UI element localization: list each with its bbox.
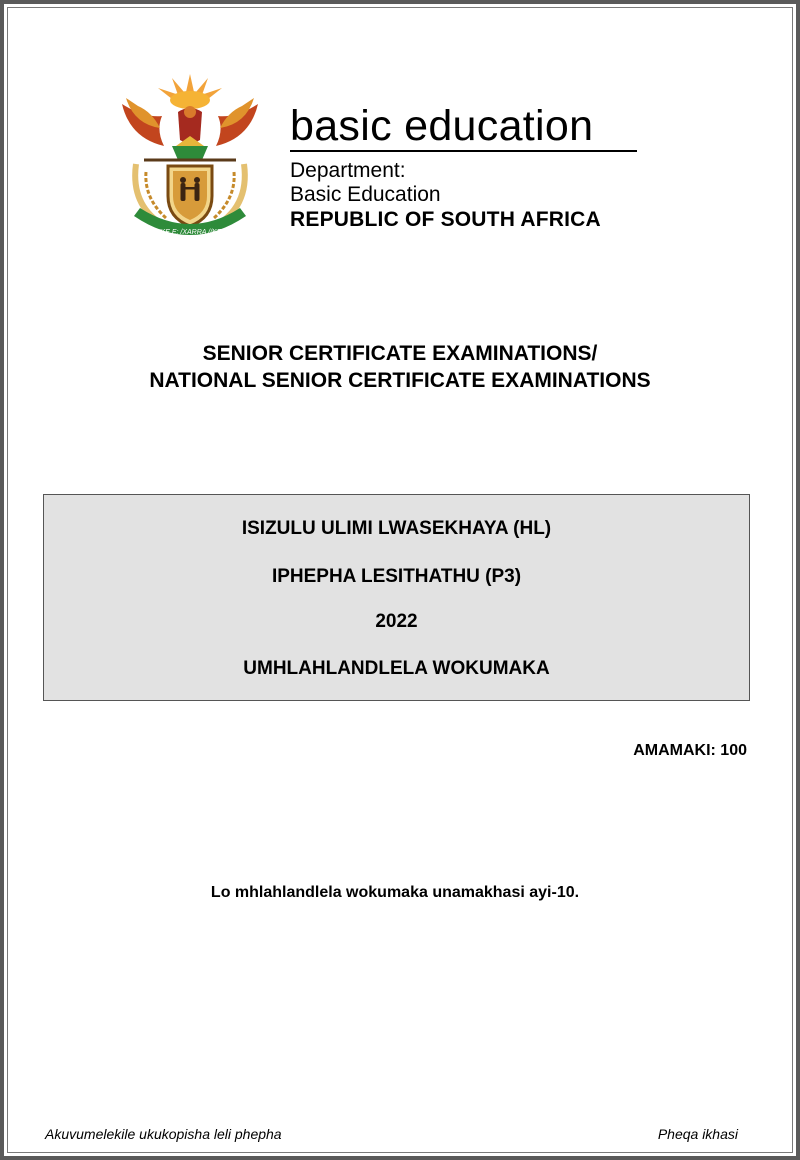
copyright-notice: Akuvumelekile ukukopisha leli phepha <box>45 1126 282 1142</box>
motto-text: !KE E: /XARRA //KE <box>158 229 222 236</box>
document-type: UMHLAHLANDLELA WOKUMAKA <box>243 658 550 679</box>
exam-title-line1: SENIOR CERTIFICATE EXAMINATIONS/ <box>202 342 598 365</box>
coat-of-arms-logo <box>116 68 264 244</box>
subject-name: ISIZULU ULIMI LWASEKHAYA (HL) <box>241 518 552 539</box>
exam-info-box <box>43 494 750 701</box>
department-name: Basic Education <box>290 183 441 206</box>
country-name: REPUBLIC OF SOUTH AFRICA <box>290 208 601 231</box>
exam-year: 2022 <box>375 611 418 632</box>
paper-number: IPHEPHA LESITHATHU (P3) <box>271 566 522 587</box>
page-count-note: Lo mhlahlandlela wokumaka unamakhasi ayi-10. <box>210 884 580 901</box>
turn-page-note: Pheqa ikhasi <box>657 1126 738 1142</box>
brand-underline <box>290 150 637 152</box>
department-label: Department: <box>290 159 406 182</box>
total-marks: AMAMAKI: 100 <box>633 742 747 759</box>
brand-title: basic education <box>290 102 594 150</box>
exam-title-line2: NATIONAL SENIOR CERTIFICATE EXAMINATIONS <box>149 369 651 392</box>
